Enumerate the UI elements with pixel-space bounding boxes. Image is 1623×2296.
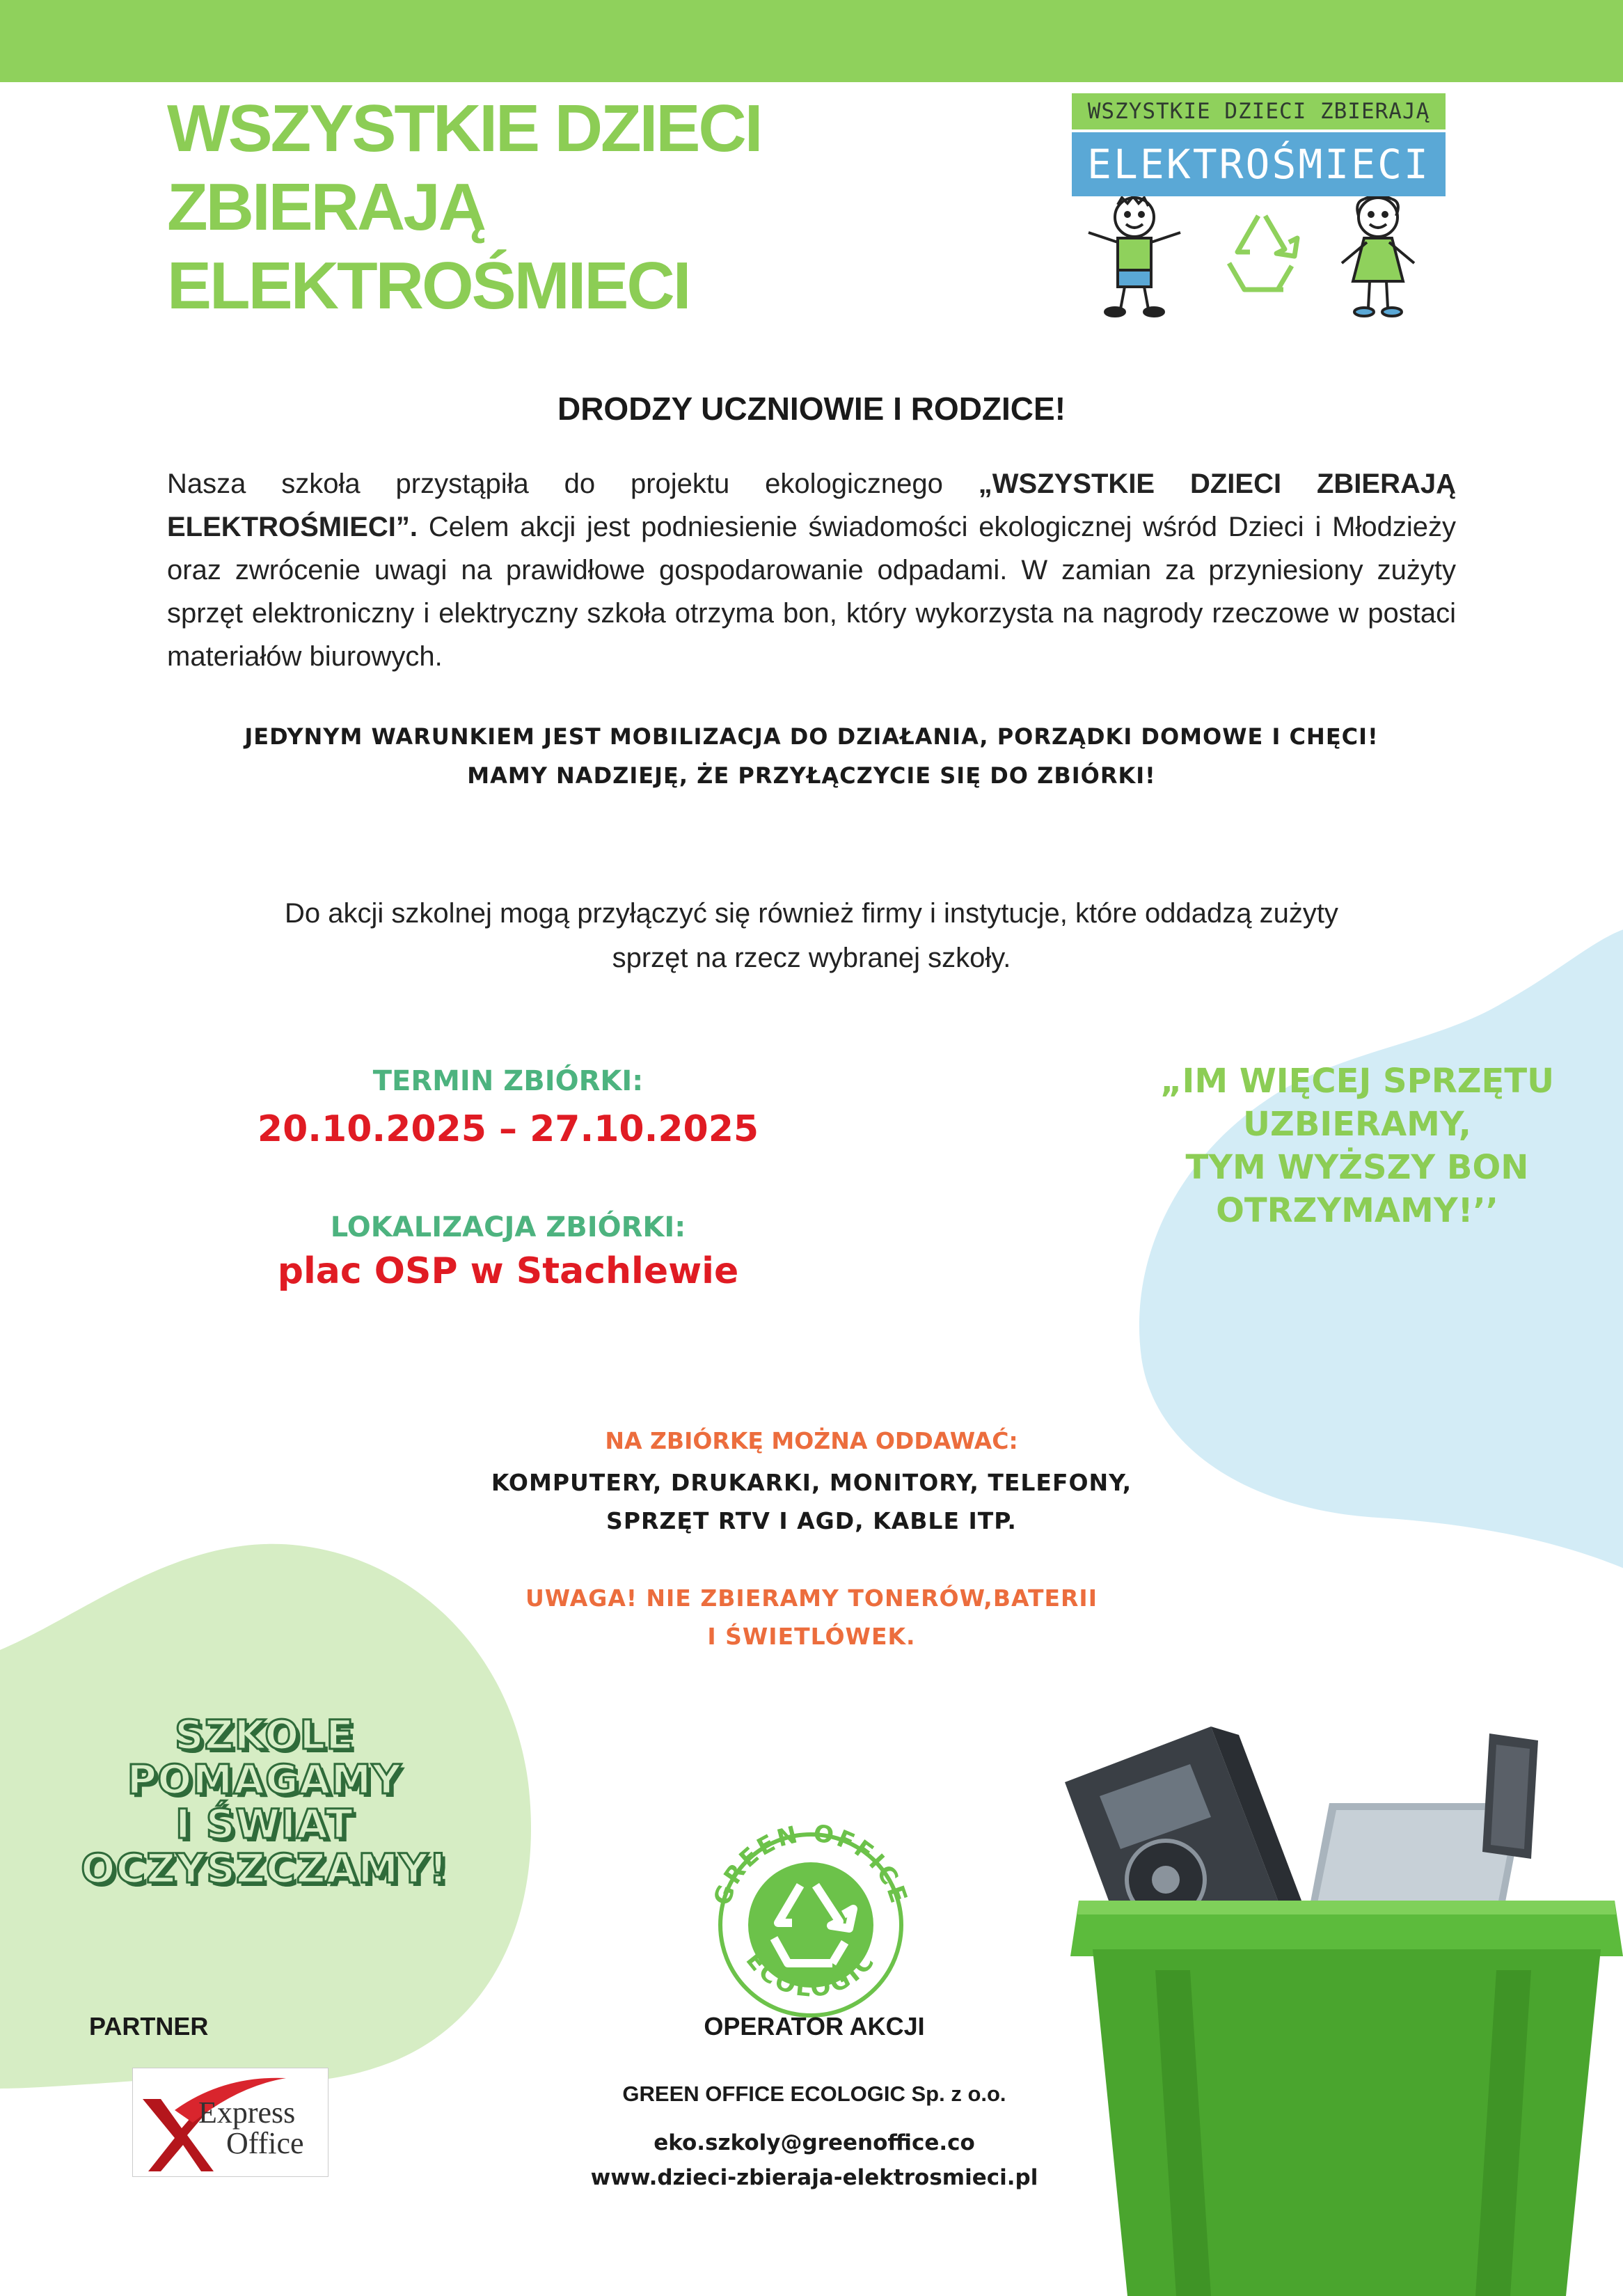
accepted-items-line-1: KOMPUTERY, DRUKARKI, MONITORY, TELEFONY, (491, 1469, 1132, 1496)
warning-line-1: UWAGA! NIE ZBIERAMY TONERÓW,BATERII (525, 1585, 1098, 1612)
firms-paragraph (167, 891, 1456, 980)
logo-band-text: ELEKTROŚMIECI (1072, 132, 1446, 196)
logo-children-illustration (1072, 196, 1446, 319)
green-office-ecologic-logo (696, 1810, 926, 2040)
intro-body: Celem akcji jest podniesienie świadomości ekologicznej wśród Dzieci i Młodzieży oraz zwrócenie uwagi na prawidłowe gospodarowanie odpadami. W zamian za przyniesiony zużyty sprzęt elektroniczny i elektryczny szkoła otrzyma bon, który wykorzysta na nagrody rzeczowe w postaci materiałów biurowych. (167, 512, 1456, 672)
firms-line-1: Do akcji szkolnej mogą przyłączyć się również firmy i instytucje, które oddadzą zużyty (285, 898, 1338, 929)
bonus-quote (1141, 1060, 1573, 1232)
quote-line-4: OTRZYMAMY!’’ (1216, 1191, 1498, 1230)
partner-label: PARTNER (89, 2012, 209, 2041)
not-accepted-warning (237, 1579, 1386, 1656)
badge-bottom-text: ECOLOGIC (740, 1946, 882, 2004)
accepted-items-list (237, 1463, 1386, 1540)
express-office-logo (132, 2068, 328, 2177)
operator-email: eko.szkoly@greenoffice.co (654, 2130, 975, 2155)
intro-paragraph (167, 462, 1456, 678)
warning-line-2: I ŚWIETLÓWEK. (707, 1623, 916, 1650)
firms-line-2: sprzęt na rzecz wybranej szkoły. (612, 943, 1011, 973)
accepted-items-line-2: SPRZĘT RTV I AGD, KABLE ITP. (606, 1507, 1017, 1534)
term-dates: 20.10.2025 – 27.10.2025 (257, 1108, 759, 1150)
express-office-text (198, 2098, 304, 2159)
slogan-line-3: I ŚWIAT (175, 1800, 354, 1848)
location-value: plac OSP w Stachlewie (277, 1250, 739, 1292)
condition-line-1: JEDYNYM WARUNKIEM JEST MOBILIZACJA DO DZIAŁANIA, PORZĄDKI DOMOWE I CHĘCI! (244, 723, 1379, 750)
girl-figure (1342, 196, 1414, 316)
operator-label: OPERATOR AKCJI (704, 2012, 925, 2041)
condition-line-2: MAMY NADZIEJĘ, ŻE PRZYŁĄCZYCIE SIĘ DO ZBIÓRKI! (467, 762, 1156, 789)
express-office-line-2: Office (226, 2126, 304, 2160)
badge-top-text: GREEN OFFICE (708, 1819, 914, 1910)
bin-body (1070, 1901, 1623, 2296)
main-title (167, 89, 933, 325)
operator-website: www.dzieci-zbieraja-elektrosmieci.pl (590, 2165, 1038, 2190)
recycle-icon (1229, 216, 1297, 290)
slogan-line-4: OCZYSZCZAMY! (81, 1845, 448, 1892)
intro-project-name: „WSZYSTKIE DZIECI ZBIERAJĄ ELEKTROŚMIECI”. (167, 469, 1456, 542)
quote-line-3: TYM WYŻSZY BON (1185, 1148, 1529, 1187)
boy-figure (1088, 196, 1180, 316)
main-title-line-3: ELEKTROŚMIECI (167, 249, 690, 323)
logo-top-text: WSZYSTKIE DZIECI ZBIERAJĄ (1072, 93, 1446, 129)
main-title-line-2: ZBIERAJĄ (167, 170, 485, 244)
quote-line-1: „IM WIĘCEJ SPRZĘTU (1159, 1062, 1555, 1101)
top-color-bar (0, 0, 1623, 82)
keyboard-icon (1482, 1733, 1538, 1859)
greeting-heading: DRODZY UCZNIOWIE I RODZICE! (557, 391, 1066, 427)
main-title-line-1: WSZYSTKIE DZIECI (167, 91, 761, 166)
express-office-line-1: Express (198, 2096, 296, 2130)
intro-prefix: Nasza szkoła przystąpiła do projektu ekologicznego (167, 469, 979, 499)
operator-company: GREEN OFFICE ECOLOGIC Sp. z o.o. (622, 2082, 1006, 2106)
recycling-bin-illustration (1051, 1720, 1623, 2296)
term-label: TERMIN ZBIÓRKI: (372, 1065, 644, 1097)
location-label: LOKALIZACJA ZBIÓRKI: (330, 1211, 686, 1243)
condition-text (97, 717, 1526, 795)
slogan-line-1: SZKOLE (174, 1711, 355, 1759)
slogan (42, 1713, 487, 1891)
accepted-items-title: NA ZBIÓRKĘ MOŻNA ODDAWAĆ: (605, 1427, 1018, 1454)
slogan-line-2: POMAGAMY (127, 1756, 402, 1803)
quote-line-2: UZBIERAMY, (1243, 1105, 1471, 1144)
